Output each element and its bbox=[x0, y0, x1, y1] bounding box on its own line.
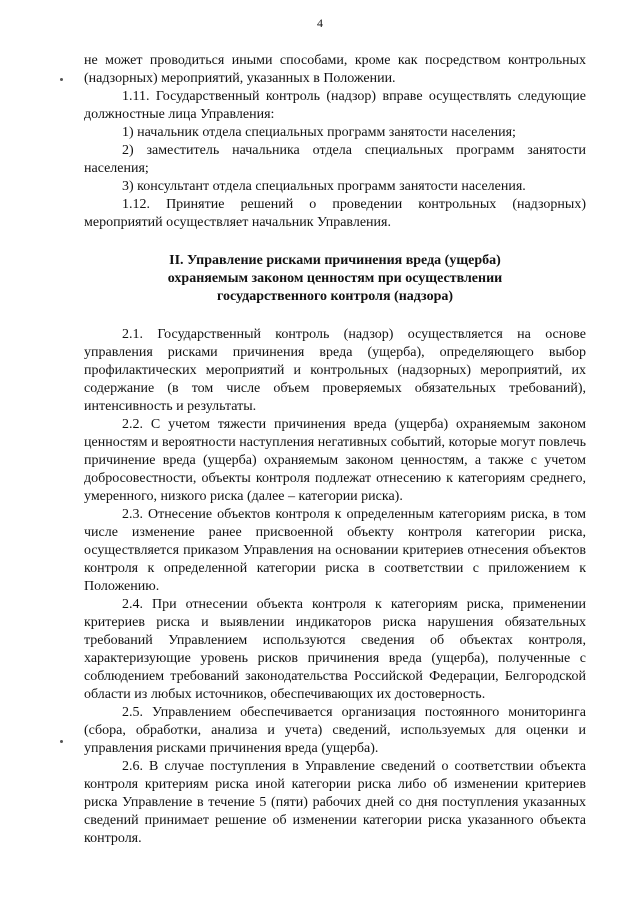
scan-speck bbox=[60, 78, 63, 81]
scan-speck bbox=[60, 740, 63, 743]
paragraph-2-3: 2.3. Отнесение объектов контроля к определенным категориям риска, в том числе изменение ранее присвоенной объекту контроля категории риска, осуществляется приказом Управления на основании критериев отнесения объектов контроля к определенной категории риска в соответствии с приложением к Положению. bbox=[84, 507, 586, 594]
paragraph-2-1: 2.1. Государственный контроль (надзор) осуществляется на основе управления рисками причинения вреда (ущерба), определяющего выбор профилактических мероприятий и контрольных (надзорных) мероприятий, их содержание (в том числе объем проверяемых обязательных требований), интенсивность и результаты. bbox=[84, 327, 586, 414]
paragraph-continuation: не может проводиться иными способами, кроме как посредством контрольных (надзорных) мероприятий, указанных в Положении. bbox=[84, 53, 586, 86]
paragraph-1-11: 1.11. Государственный контроль (надзор) вправе осуществлять следующие должностные лица Управления: bbox=[84, 89, 586, 122]
document-body bbox=[84, 52, 586, 848]
paragraph-2-2: 2.2. С учетом тяжести причинения вреда (ущерба) охраняемым законом ценностям и вероятности наступления негативных событий, которые могут повлечь причинение вреда (ущерба) охраняемым законом ценностям, а также с учетом добросовестности, объекты контроля подлежат отнесению к категориям среднего, умеренного, низкого риска (далее – категории риска). bbox=[84, 417, 586, 504]
list-item-1: 1) начальник отдела специальных программ занятости населения; bbox=[122, 125, 516, 140]
list-item-3: 3) консультант отдела специальных программ занятости населения. bbox=[122, 179, 526, 194]
section-heading bbox=[84, 252, 586, 306]
paragraph-2-5: 2.5. Управлением обеспечивается организация постоянного мониторинга (сбора, обработки, анализа и учета) сведений, используемых для оценки и управления рисками причинения вреда (ущерба). bbox=[84, 705, 586, 756]
section-heading-line: государственного контроля (надзора) bbox=[216, 289, 454, 304]
section-heading-line: охраняемым законом ценностям при осуществлении bbox=[167, 271, 503, 286]
page-number: 4 bbox=[317, 16, 323, 30]
paragraph-2-6: 2.6. В случае поступления в Управление сведений о соответствии объекта контроля критериям риска иной категории риска либо об изменении критериев риска Управление в течение 5 (пяти) рабочих дней со дня поступления указанных сведений принимает решение об изменении категории риска указанного объекта контроля. bbox=[84, 759, 586, 846]
list-item-2: 2) заместитель начальника отдела специальных программ занятости населения; bbox=[84, 143, 586, 176]
section-heading-line: II. Управление рисками причинения вреда (ущерба) bbox=[169, 253, 501, 268]
paragraph-2-4: 2.4. При отнесении объекта контроля к категориям риска, применении критериев риска и выявлении индикаторов риска нарушения обязательных требований Управлением используются сведения об объектах контроля, характеризующие уровень рисков причинения вреда (ущерба), полученные с соблюдением требований законодательства Российской Федерации, Белгородской области из любых источников, обеспечивающих их достоверность. bbox=[84, 597, 586, 702]
paragraph-1-12: 1.12. Принятие решений о проведении контрольных (надзорных) мероприятий осуществляет начальник Управления. bbox=[84, 197, 586, 230]
